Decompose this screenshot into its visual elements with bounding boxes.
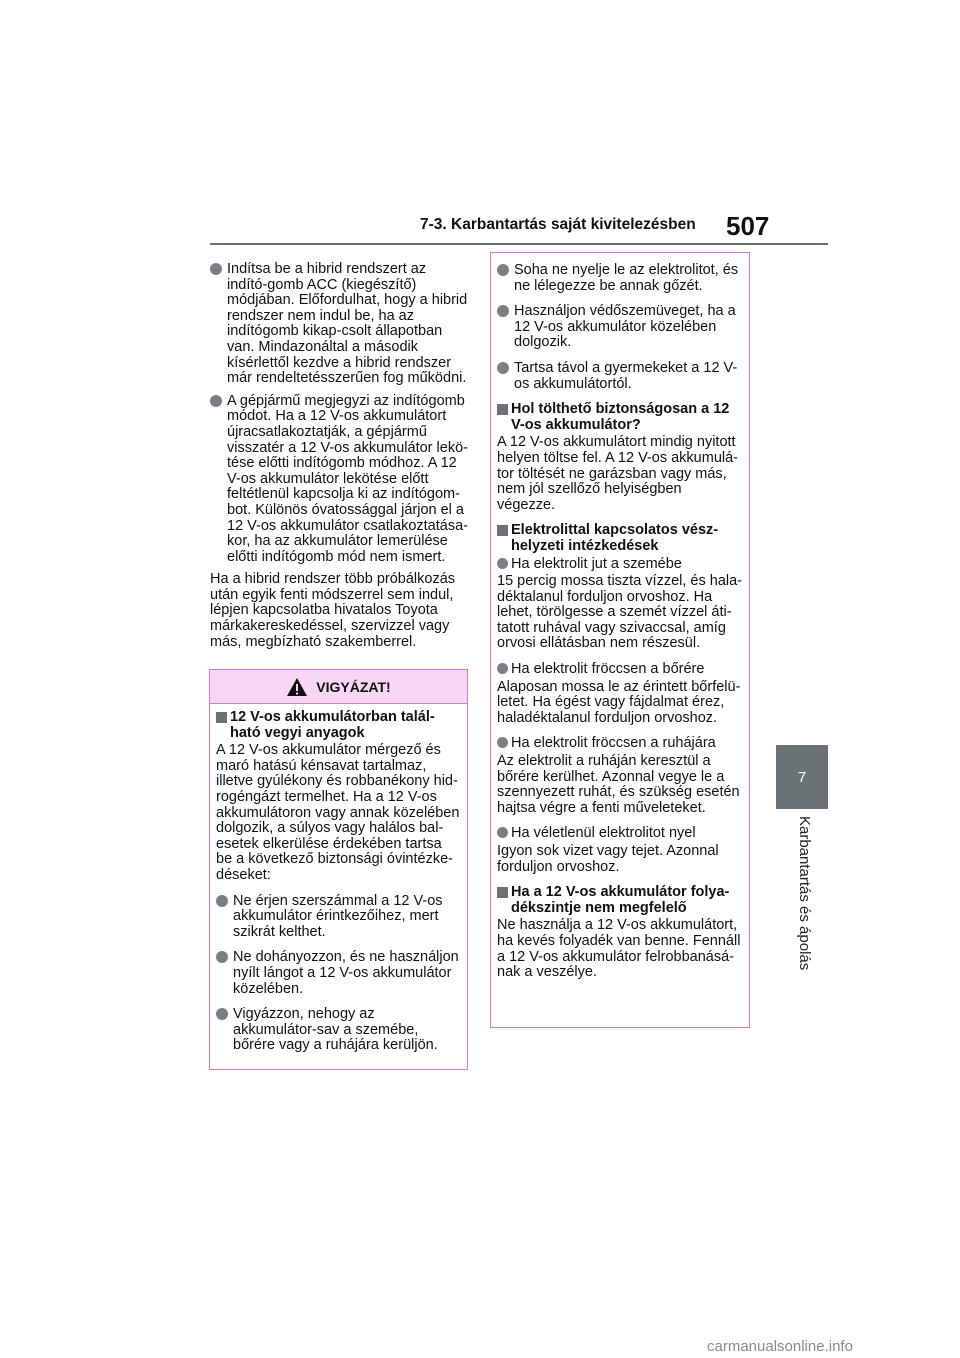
- page-number: 507: [726, 211, 770, 241]
- list-item: [497, 263, 743, 294]
- sub-heading-text: Ha elektrolit fröccsen a ruhájára: [511, 735, 716, 752]
- square-bullet-icon: [497, 887, 508, 898]
- warning-triangle-icon: [286, 677, 308, 697]
- warning-heading: [216, 710, 461, 741]
- bullet-text: A gépjármű megjegyzi az indítógomb módot. Ha a 12 V-os akkumulátort újracsatlakoztatják, a gépjármű visszatér a 12 V-os akkumulátor lekö-tése előtti indítógomb módhoz. A 12 V-os akkumulátor lekötése előtt feltétlenül kapcsolja ki az indítógom-bot. Különös óvatossággal járjon el a 12 V-os akkumulátor csatlakoztatása-kor, ha az akkumulátor lemerülése előtti indítógomb mód nem ismert.: [227, 392, 468, 565]
- bullet-icon: [497, 264, 509, 276]
- section-text: Alaposan mossa le az érintett bőrfelü-letet. Ha égést vagy fájdalmat érez, haladéktalanul forduljon orvoshoz.: [497, 678, 741, 726]
- bullet-icon: [497, 362, 509, 374]
- chapter-title: Karbantartás és ápolás: [796, 816, 813, 971]
- bullet-icon: [497, 737, 508, 748]
- section-text: Igyon sok vizet vagy tejet. Azonnal forduljon orvoshoz.: [497, 843, 719, 875]
- heading-text: Ha a 12 V-os akkumulátor folya-dékszintje nem megfelelő: [511, 884, 730, 916]
- square-bullet-icon: [497, 525, 508, 536]
- bullet-icon: [497, 827, 508, 838]
- list-item: [216, 1007, 461, 1054]
- header-divider: [210, 243, 828, 245]
- section-text: Az elektrolit a ruháján keresztül a bőrére kerülhet. Azonnal vegye le a szennyezett ruhát, és szükség esetén hajtsa végre a fenti műveleteket.: [497, 753, 740, 816]
- heading-text: Hol tölthető biztonságosan a 12 V-os akkumulátor?: [511, 401, 730, 433]
- bullet-icon: [210, 395, 222, 407]
- list-item: [210, 394, 470, 566]
- bullet-icon: [216, 1008, 228, 1020]
- warning-text: A 12 V-os akkumulátor mérgező és maró hatású kénsavat tartalmaz, illetve gyúlékony és robbanékony hid-rogéngázt termelhet. Ha a 12 V-os akkumulátoron vagy annak közelében dolgozik, a súlyos vagy halálos bal-esetek elkerülése érdekében tartsa be a következő biztonsági óvintézke-déseket:: [216, 742, 460, 883]
- section-text: 15 percig mossa tiszta vízzel, és hala-déktalanul forduljon orvoshoz. Ha lehet, törölgesse a szemét vízzel áti-tatott ruhával vagy szivaccsal, amíg orvosi ellátásban nem részesül.: [497, 573, 742, 652]
- bullet-text: Vigyázzon, nehogy az akkumulátor-sav a szemébe, bőrére vagy a ruhájára kerüljön.: [233, 1006, 438, 1054]
- sub-heading-text: Ha véletlenül elektrolitot nyel: [511, 825, 696, 842]
- section-title: 7-3. Karbantartás saját kivitelezésben: [420, 216, 696, 233]
- chapter-tab: [776, 745, 828, 809]
- body-paragraph: Ha a hibrid rendszer több próbálkozás után egyik fenti módszerrel sem indul, lépjen kapcsolatba hivatalos Toyota márkakereskedéssel, szervizzel vagy más, megbízható szakemberrel.: [210, 571, 456, 650]
- bullet-icon: [216, 895, 228, 907]
- heading-text: 12 V-os akkumulátorban talál-ható vegyi anyagok: [230, 709, 435, 741]
- list-item: [497, 361, 743, 392]
- bullet-text: Használjon védőszemüveget, ha a 12 V-os akkumulátor közelében dolgozik.: [514, 303, 736, 351]
- sub-heading: [497, 736, 743, 752]
- bullet-text: Tartsa távol a gyermekeket a 12 V-os akkumulátortól.: [514, 359, 738, 392]
- section-heading: [497, 523, 743, 554]
- warning-box: [209, 669, 468, 1070]
- sub-heading: [497, 662, 743, 678]
- list-item: [210, 262, 470, 387]
- sub-heading-text: Ha elektrolit fröccsen a bőrére: [511, 661, 705, 678]
- square-bullet-icon: [497, 404, 508, 415]
- bullet-icon: [497, 663, 508, 674]
- sub-heading: [497, 557, 743, 573]
- bullet-icon: [497, 305, 509, 317]
- section-heading: [497, 885, 743, 916]
- bullet-icon: [210, 263, 222, 275]
- section-heading: [497, 402, 743, 433]
- list-item: [497, 304, 743, 351]
- warning-box-continued: [490, 252, 750, 1028]
- left-column: [210, 262, 470, 657]
- bullet-icon: [497, 558, 508, 569]
- heading-text: Elektrolittal kapcsolatos vész-helyzeti intézkedések: [511, 522, 719, 554]
- bullet-text: Indítsa be a hibrid rendszert az indító-gomb ACC (kiegészítő) módjában. Előfordulhat, hogy a hibrid rendszer nem indul be, ha az indítógomb kikap-csolt állapotban van. Mindazonáltal a második kísérlettől kezdve a hibrid rendszer már rendeltetésszerűen fog működni.: [227, 261, 468, 387]
- warning-title: VIGYÁZAT!: [316, 678, 391, 695]
- bullet-text: Ne érjen szerszámmal a 12 V-os akkumulátor érintkezőihez, mert szikrát kelthet.: [233, 892, 443, 940]
- sub-heading: [497, 826, 743, 842]
- sub-heading-text: Ha elektrolit jut a szemébe: [511, 555, 682, 572]
- bullet-icon: [216, 951, 228, 963]
- bullet-text: Ne dohányozzon, és ne használjon nyílt lángot a 12 V-os akkumulátor közelében.: [233, 949, 459, 997]
- square-bullet-icon: [216, 712, 227, 723]
- list-item: [216, 894, 461, 941]
- chapter-number: 7: [797, 768, 807, 786]
- section-text: A 12 V-os akkumulátort mindig nyitott helyen töltse fel. A 12 V-os akkumulá-tor töltését ne garázsban vagy más, nem jól szellőző helyiségben végezze.: [497, 434, 738, 513]
- bullet-text: Soha ne nyelje le az elektrolitot, és ne lélegezze be annak gőzét.: [514, 262, 739, 294]
- warning-header: [210, 670, 467, 704]
- section-text: Ne használja a 12 V-os akkumulátort, ha kevés folyadék van benne. Fennáll a 12 V-os akkumulátor felrobbanásá-nak a veszélye.: [497, 917, 741, 981]
- watermark: carmanualsonline.info: [707, 1338, 853, 1355]
- list-item: [216, 950, 461, 997]
